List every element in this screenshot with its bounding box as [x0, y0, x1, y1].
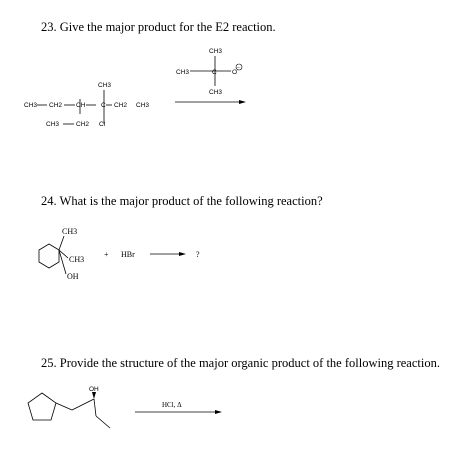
- q24-substituent-top: CH3: [62, 227, 78, 236]
- q25-conditions: HCl, Δ: [162, 401, 182, 409]
- q23-reagent-left-methyl: CH3: [176, 69, 190, 76]
- q23-ethyl-2: CH2: [76, 121, 90, 128]
- question-24-prompt: 24. What is the major product of the following reaction?: [41, 194, 323, 208]
- q23-negative-charge: −: [237, 65, 240, 71]
- q23-quaternary-carbon: C: [101, 102, 106, 109]
- q24-product-unknown: ?: [196, 250, 200, 259]
- q23-chain-left-1: CH3: [24, 102, 38, 109]
- q23-chain-ch: CH: [76, 102, 86, 109]
- q23-leaving-group: Cl: [99, 121, 106, 128]
- q23-ethyl-1: CH3: [46, 121, 60, 128]
- q23-reaction-arrow: [175, 100, 246, 104]
- question-25-prompt: 25. Provide the structure of the major organic product of the following reaction.: [41, 356, 440, 370]
- q24-cyclohexane: [39, 236, 68, 274]
- q25-wedge-bond: [92, 392, 96, 399]
- q23-reagent-oxygen: O: [232, 69, 238, 76]
- q24-hydroxyl: OH: [67, 272, 79, 281]
- q23-reagent-top-methyl: CH3: [209, 48, 223, 55]
- q23-substrate-top-methyl: CH3: [98, 82, 112, 89]
- q24-reaction-arrow: [150, 252, 186, 256]
- q24-plus-sign: +: [104, 250, 109, 259]
- q23-chain-right-2: CH3: [136, 102, 150, 109]
- q23-tert-butoxide: [190, 56, 231, 86]
- question-23-prompt: 23. Give the major product for the E2 reaction.: [41, 20, 276, 34]
- q23-chain-right-1: CH2: [114, 102, 128, 109]
- q25-hydroxyl: OH: [89, 386, 99, 393]
- q23-reagent-bottom-methyl: CH3: [209, 89, 223, 96]
- q24-substituent-side: CH3: [69, 255, 85, 264]
- q23-reagent-central-carbon: C: [212, 69, 217, 76]
- q23-chain-left-2: CH2: [49, 102, 63, 109]
- q25-reaction-arrow: [135, 410, 222, 414]
- q24-reagent: HBr: [121, 250, 135, 259]
- q25-cyclopentyl-alcohol: [28, 393, 110, 428]
